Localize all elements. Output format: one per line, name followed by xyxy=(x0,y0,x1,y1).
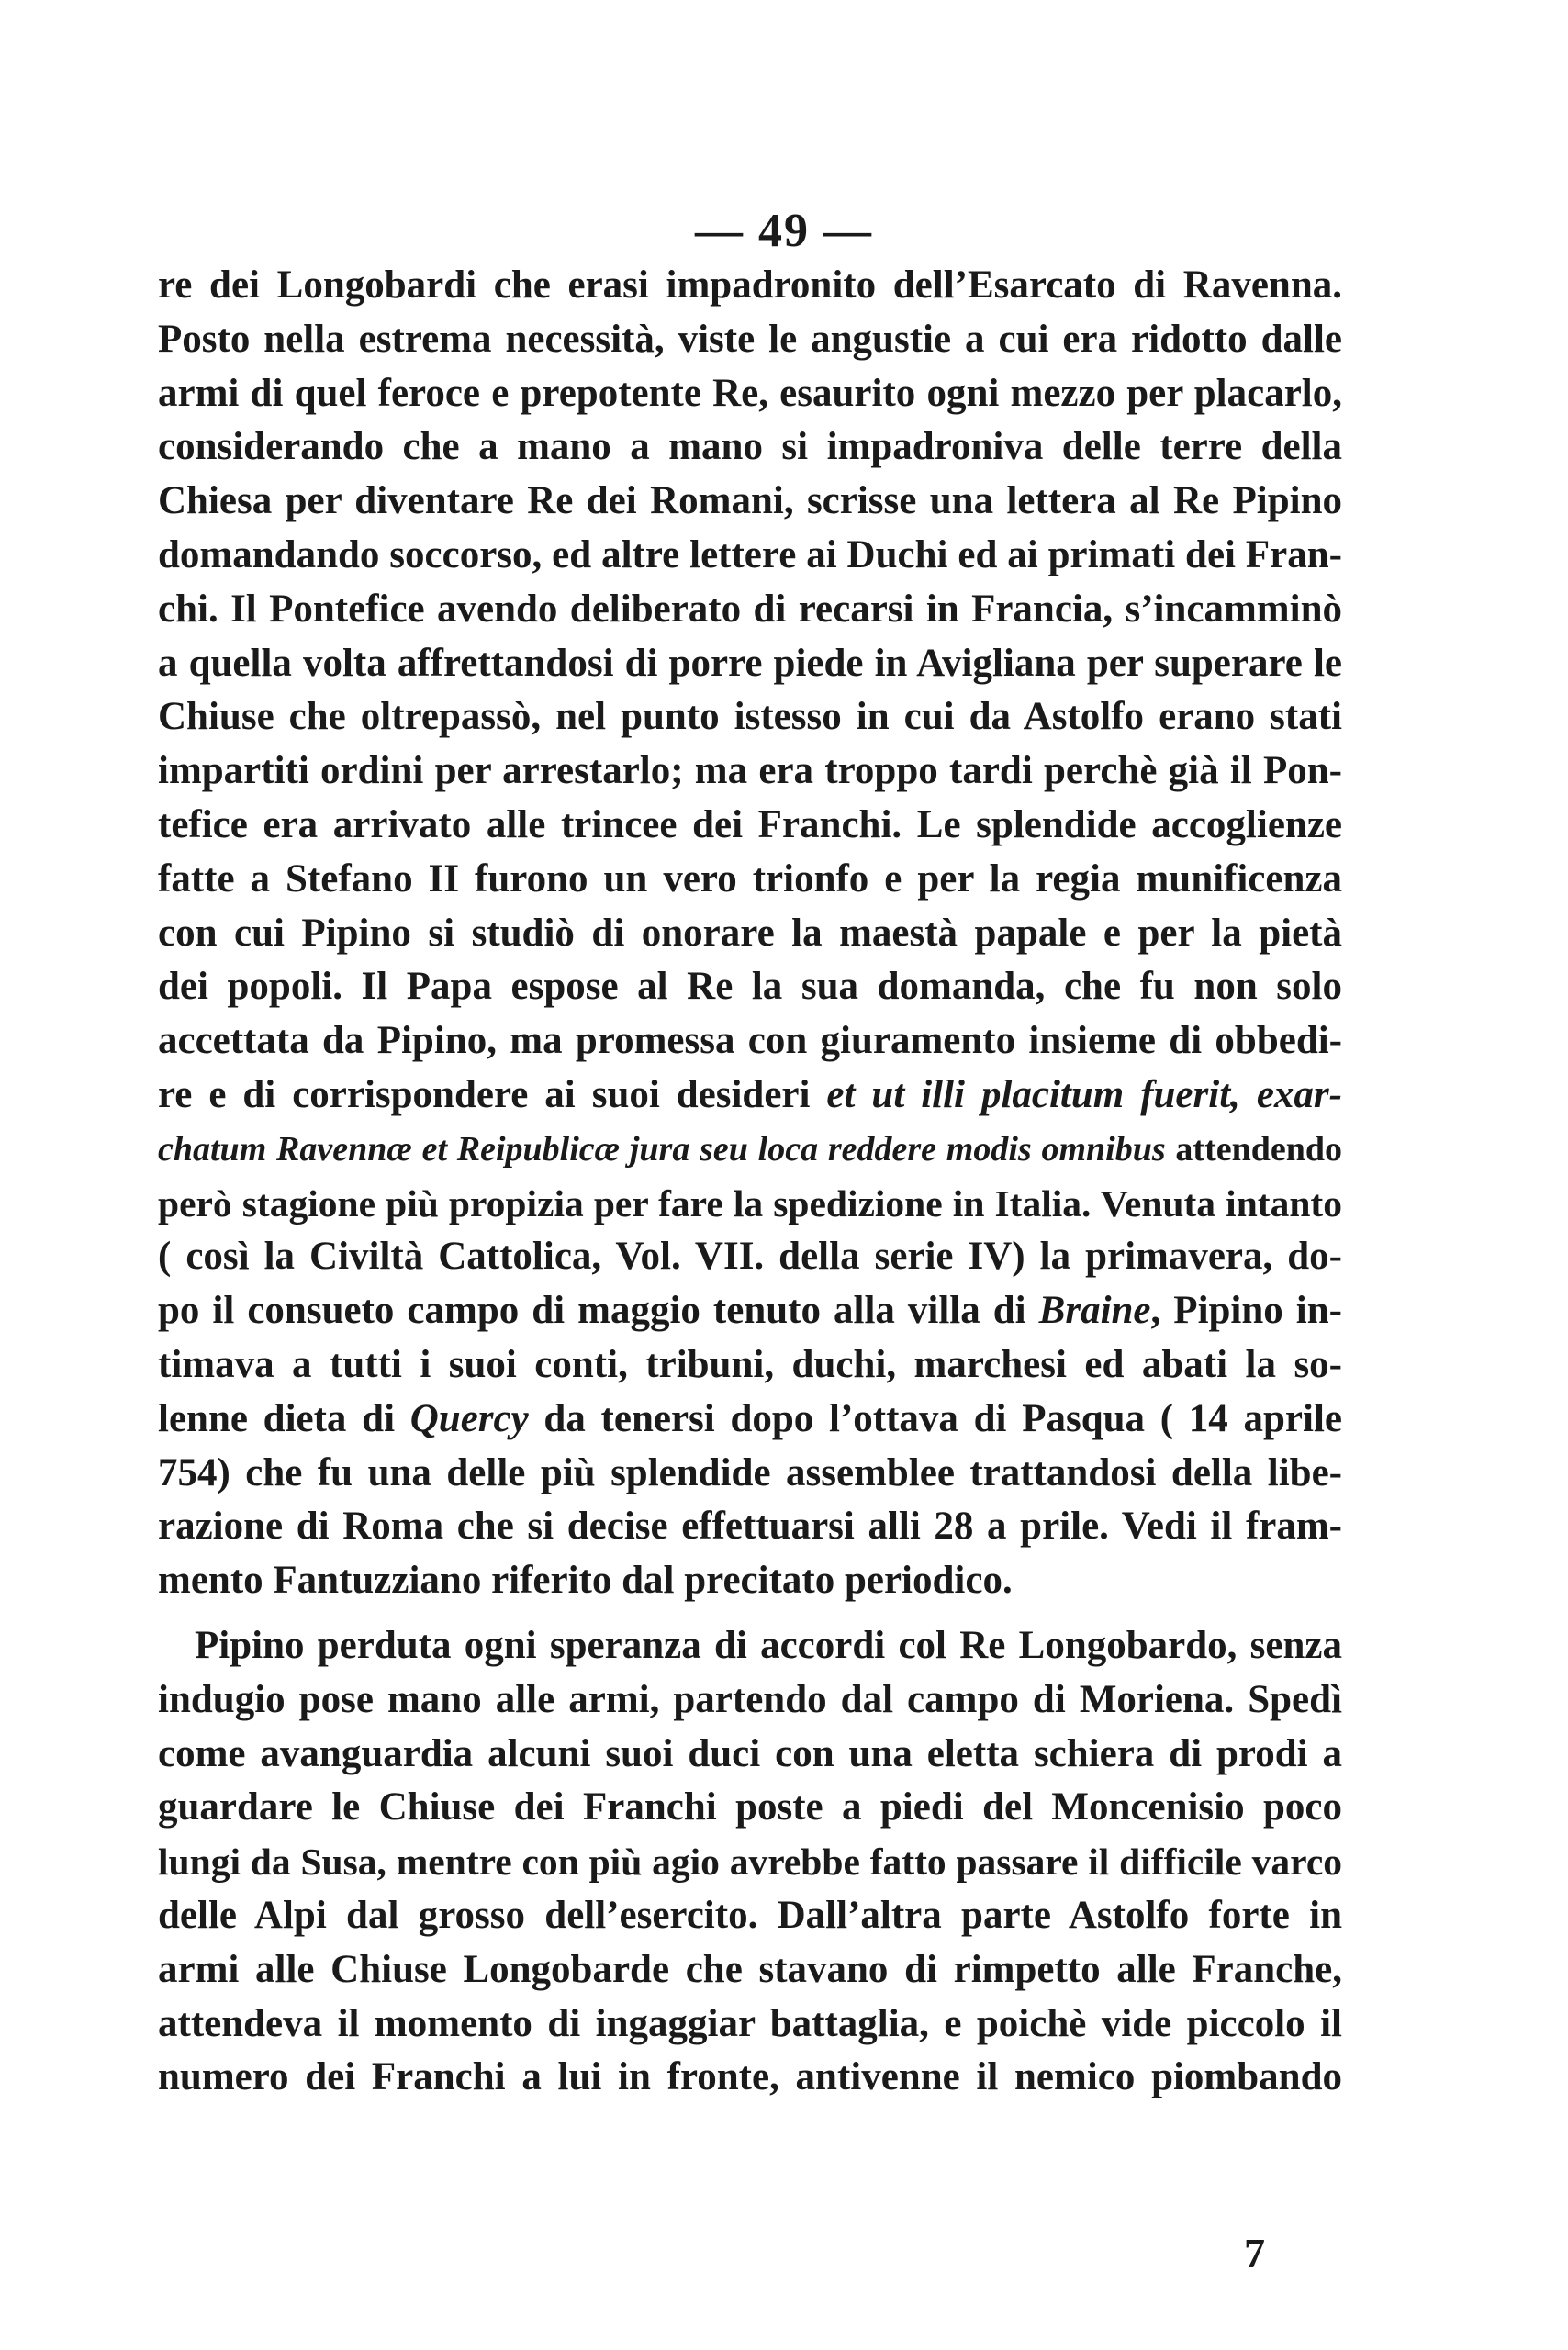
text-line: Posto nella estrema necessità, viste le angustie a cui era ridotto dalle xyxy=(158,317,1342,361)
page-number: — 49 — xyxy=(695,205,873,257)
text-line: delle Alpi dal grosso dell’esercito. Dall’altra parte Astolfo forte in xyxy=(158,1893,1342,1937)
text-line: armi alle Chiuse Longobarde che stavano di rimpetto alle Franche, xyxy=(158,1947,1342,1991)
text-line: re dei Longobardi che erasi impadronito dell’Esarcato di Ravenna. xyxy=(158,263,1342,307)
text-line: armi di quel feroce e prepotente Re, esaurito ogni mezzo per placarlo, xyxy=(158,371,1342,415)
text-line: Chiesa per diventare Re dei Romani, scrisse una lettera al Re Pipino xyxy=(158,479,1342,523)
text-line: timava a tutti i suoi conti, tribuni, duchi, marchesi ed abati la so- xyxy=(158,1342,1342,1386)
text-line: mento Fantuzziano riferito dal precitato periodico. xyxy=(158,1559,1013,1603)
latin-quote: et ut illi placitum fuerit, exar- xyxy=(826,1072,1342,1116)
text-line: però stagione più propizia per fare la spedizione in Italia. Venuta intanto xyxy=(158,1181,1342,1225)
line-roman: re e di corrispondere ai suoi desideri xyxy=(158,1072,827,1116)
signature-mark: 7 xyxy=(1244,2230,1265,2277)
text-line: dei popoli. Il Papa espose al Re la sua domanda, che fu non solo xyxy=(158,965,1342,1009)
text-line: tefice era arrivato alle trincee dei Franchi. Le splendide accoglienze xyxy=(158,802,1342,846)
line-roman: lenne dieta di xyxy=(158,1396,410,1440)
text-line: Pipino perduta ogni speranza di accordi col Re Longobardo, senza xyxy=(195,1623,1342,1667)
place-name: Braine xyxy=(1038,1289,1151,1333)
text-line: lungi da Susa, mentre con più agio avrebbe fatto passare il difficile varco xyxy=(158,1841,1342,1884)
text-line xyxy=(158,1284,1342,1338)
text-line: a quella volta affrettandosi di porre piede in Avigliana per superare le xyxy=(158,641,1342,685)
line-roman: po il consueto campo di maggio tenuto alla villa di xyxy=(158,1289,1039,1333)
text-line: indugio pose mano alle armi, partendo dal campo di Moriena. Spedì xyxy=(158,1677,1342,1721)
text-line: come avanguardia alcuni suoi duci con una eletta schiera di prodi a xyxy=(158,1731,1342,1775)
text-line: numero dei Franchi a lui in fronte, antivenne il nemico piombando xyxy=(158,2055,1342,2099)
text-line: considerando che a mano a mano si impadroniva delle terre della xyxy=(158,425,1342,469)
text-line: ( così la Civiltà Cattolica, Vol. VII. della serie IV) la primavera, do- xyxy=(158,1235,1342,1279)
line-roman: da tenersi dopo l’ottava di Pasqua ( 14 aprile xyxy=(528,1396,1342,1440)
text-line: Chiuse che oltrepassò, nel punto istesso in cui da Astolfo erano stati xyxy=(158,695,1342,739)
text-line: impartiti ordini per arrestarlo; ma era troppo tardi perchè già il Pon- xyxy=(158,749,1342,793)
body-text xyxy=(158,259,1342,2105)
text-line: 754) che fu una delle più splendide assemblee trattandosi della libe- xyxy=(158,1450,1342,1494)
place-name: Quercy xyxy=(409,1396,529,1440)
text-line xyxy=(158,1069,1342,1123)
paragraph-1 xyxy=(158,259,1342,1608)
line-roman: , Pipino in- xyxy=(1150,1289,1342,1333)
text-line: domandando soccorso, ed altre lettere ai Duchi ed ai primati dei Fran- xyxy=(158,532,1342,576)
text-line: attendeva il momento di ingaggiar battaglia, e poichè vide piccolo il xyxy=(158,2001,1342,2045)
text-line xyxy=(158,1393,1342,1447)
latin-quote: chatum Ravennæ et Reipublicæ jura seu loca reddere modis omnibus xyxy=(158,1129,1166,1169)
text-line xyxy=(158,1123,1342,1177)
text-line: fatte a Stefano II furono un vero trionfo e per la regia munificenza xyxy=(158,856,1342,901)
text-line: guardare le Chiuse dei Franchi poste a piedi del Moncenisio poco xyxy=(158,1785,1342,1830)
text-line: razione di Roma che si decise effettuarsi alli 28 a prile. Vedi il fram- xyxy=(158,1505,1342,1549)
paragraph-2 xyxy=(158,1619,1342,2105)
text-line: accettata da Pipino, ma promessa con giuramento insieme di obbedi- xyxy=(158,1019,1342,1063)
text-line: con cui Pipino si studiò di onorare la maestà papale e per la pietà xyxy=(158,911,1342,955)
line-roman: attendendo xyxy=(1165,1129,1343,1169)
text-line: chi. Il Pontefice avendo deliberato di recarsi in Francia, s’incamminò xyxy=(158,587,1342,631)
